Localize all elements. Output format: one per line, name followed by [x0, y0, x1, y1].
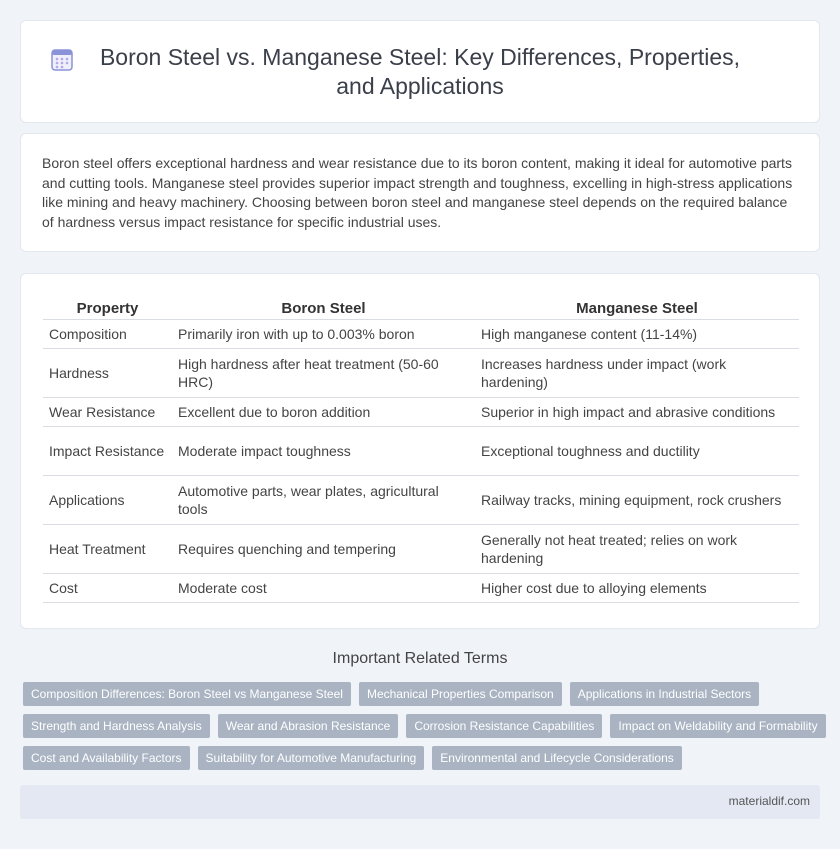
related-tag[interactable]: Composition Differences: Boron Steel vs Manganese Steel — [23, 682, 351, 706]
table-cell: High manganese content (11-14%) — [475, 319, 799, 348]
table-cell: Moderate impact toughness — [172, 426, 475, 475]
header-card — [20, 20, 820, 123]
table-cell: Exceptional toughness and ductility — [475, 426, 799, 475]
related-tag[interactable]: Impact on Weldability and Formability — [610, 714, 825, 738]
related-tag[interactable]: Environmental and Lifecycle Considerations — [432, 746, 681, 770]
related-tag[interactable]: Suitability for Automotive Manufacturing — [198, 746, 425, 770]
footer-site-link[interactable]: materialdif.com — [728, 794, 810, 808]
table-header-row — [43, 294, 799, 319]
table-cell: Moderate cost — [172, 573, 475, 602]
table-row — [43, 426, 799, 475]
table-cell: Railway tracks, mining equipment, rock crushers — [475, 475, 799, 524]
related-tags — [23, 682, 823, 778]
table-cell: Generally not heat treated; relies on work hardening — [475, 524, 799, 573]
related-tag[interactable]: Applications in Industrial Sectors — [570, 682, 759, 706]
page-title: Boron Steel vs. Manganese Steel: Key Differences, Properties, and Applications — [99, 44, 741, 99]
table-cell: Heat Treatment — [43, 524, 172, 573]
table-row — [43, 348, 799, 397]
related-tag[interactable]: Strength and Hardness Analysis — [23, 714, 210, 738]
table-cell: Automotive parts, wear plates, agricultural tools — [172, 475, 475, 524]
comparison-table — [43, 294, 799, 603]
related-tag[interactable]: Wear and Abrasion Resistance — [218, 714, 399, 738]
header-manganese-steel: Manganese Steel — [475, 294, 799, 319]
table-row — [43, 524, 799, 573]
related-tag[interactable]: Cost and Availability Factors — [23, 746, 190, 770]
table-cell: Applications — [43, 475, 172, 524]
table-cell: Cost — [43, 573, 172, 602]
comparison-card — [20, 273, 820, 629]
related-tag[interactable]: Mechanical Properties Comparison — [359, 682, 562, 706]
footer — [20, 785, 820, 819]
table-cell: Superior in high impact and abrasive conditions — [475, 397, 799, 426]
table-cell: Increases hardness under impact (work hardening) — [475, 348, 799, 397]
table-cell: Wear Resistance — [43, 397, 172, 426]
table-cell: Excellent due to boron addition — [172, 397, 475, 426]
table-cell: High hardness after heat treatment (50-60 HRC) — [172, 348, 475, 397]
table-row — [43, 573, 799, 602]
header-boron-steel: Boron Steel — [172, 294, 475, 319]
intro-card — [20, 133, 820, 252]
table-cell: Hardness — [43, 348, 172, 397]
header-property: Property — [43, 294, 172, 319]
intro-text: Boron steel offers exceptional hardness and wear resistance due to its boron content, making it ideal for automotive parts and cutting tools. Manganese steel provides superior impact strength and toughness, excelling in high-stress applications like mining and heavy machinery. Choosing between boron steel and manganese steel depends on the required balance of hardness versus impact resistance for specific industrial uses. — [42, 155, 793, 230]
related-terms-title: Important Related Terms — [332, 650, 508, 667]
table-row — [43, 319, 799, 348]
table-cell: Primarily iron with up to 0.003% boron — [172, 319, 475, 348]
table-cell: Higher cost due to alloying elements — [475, 573, 799, 602]
table-cell: Composition — [43, 319, 172, 348]
table-cell: Impact Resistance — [43, 426, 172, 475]
table-row — [43, 475, 799, 524]
table-cell: Requires quenching and tempering — [172, 524, 475, 573]
related-tag[interactable]: Corrosion Resistance Capabilities — [406, 714, 602, 738]
table-row — [43, 397, 799, 426]
